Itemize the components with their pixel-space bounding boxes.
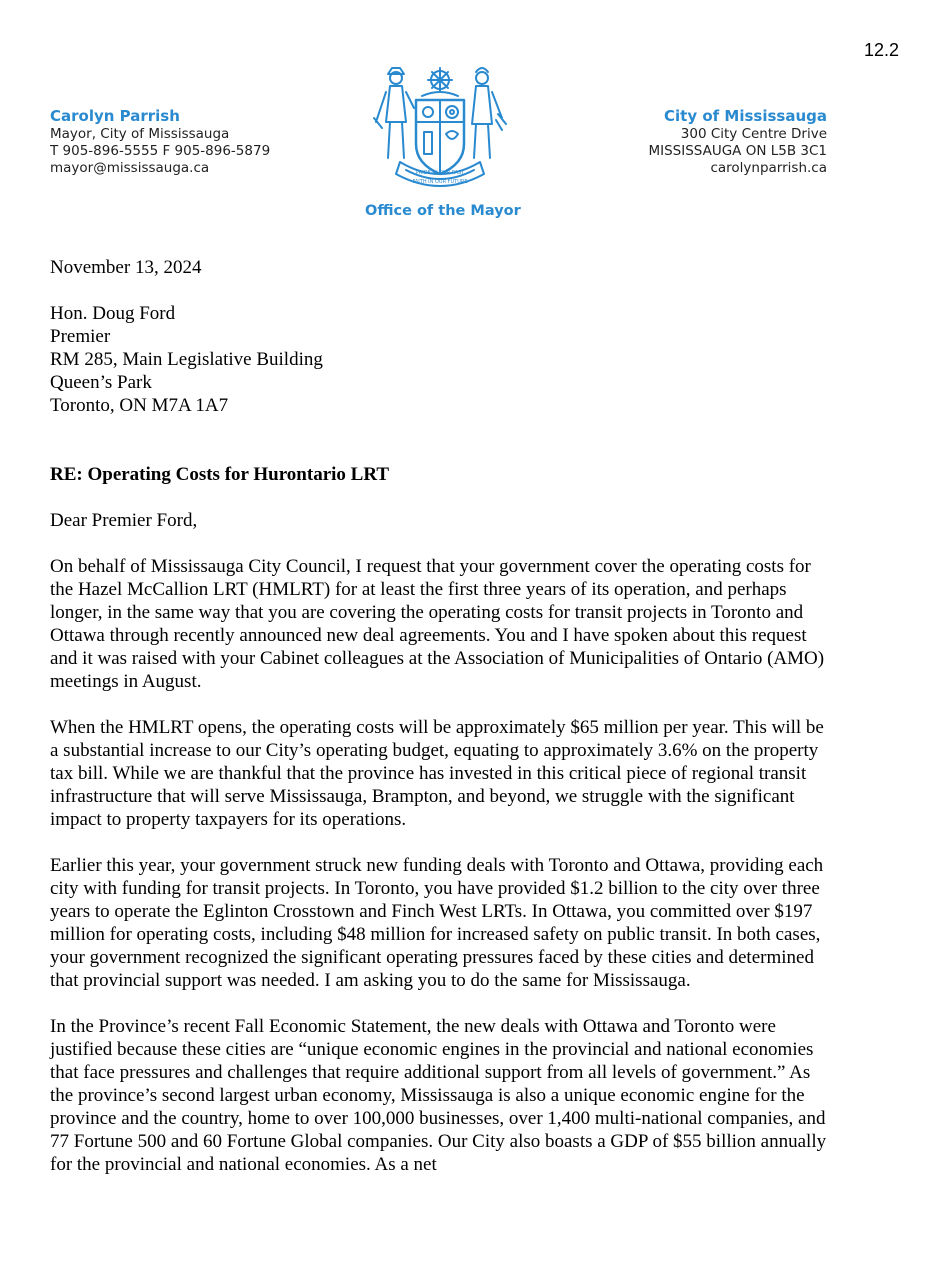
body-paragraph: Earlier this year, your government struck new funding deals with Toronto and Ottawa, providing each city with funding for transit projects. In Toronto, you have provided $1.2 billion to the city over three years to operate the Eglinton Crosstown and Finch West LRTs. In Ottawa, you committed over $197 million for operating costs, including $48 million for increased safety on public transit. In both cases, your government recognized the significant operating pressures faced by these cities and determined that provincial support was needed. I am asking you to do the same for Mississauga. bbox=[50, 855, 824, 991]
salutation: Dear Premier Ford, bbox=[50, 510, 198, 531]
body-paragraph: In the Province’s recent Fall Economic Statement, the new deals with Ottawa and Toronto were justified because these cities are “unique economic engines in the provincial and national economies that face pressures and challenges that require additional support from all levels of government.” As the province’s second largest urban economy, Mississauga is also a unique economic engine for the province and the country, home to over 100,000 businesses, over 1,400 multi-national companies, and 77 Fortune 500 and 60 Fortune Global companies. Our City also boasts a GDP of $55 billion annually for the provincial and national economies. As a net bbox=[50, 1016, 827, 1175]
city-postal: MISSISSAUGA ON L5B 3C1 bbox=[648, 143, 827, 159]
sender-title: Mayor, City of Mississauga bbox=[50, 126, 230, 142]
sender-name: Carolyn Parrish bbox=[50, 107, 180, 125]
city-street: 300 City Centre Drive bbox=[680, 126, 827, 142]
subject-line: RE: Operating Costs for Hurontario LRT bbox=[50, 464, 390, 485]
crest-motto-top: PRIDE IN OUR PAST bbox=[415, 170, 465, 176]
address-line: Queen’s Park bbox=[50, 372, 152, 393]
letter-body bbox=[50, 256, 830, 1199]
address-line: Premier bbox=[50, 326, 111, 347]
address-line: Toronto, ON M7A 1A7 bbox=[50, 395, 229, 416]
sender-block bbox=[50, 107, 270, 177]
office-crest-block bbox=[365, 62, 521, 232]
body-paragraph: On behalf of Mississauga City Council, I request that your government cover the operating costs for the Hazel McCallion LRT (HMLRT) for at least the first three years of its operation, and perhaps longer, in the same way that you are covering the operating costs for transit projects in Toronto and Ottawa through recently announced new deal agreements. You and I have spoken about this request and it was raised with your Cabinet colleagues at the Association of Municipalities of Ontario (AMO) meetings in August. bbox=[50, 556, 825, 692]
page-number: 12.2 bbox=[863, 40, 899, 60]
sender-email: mayor@mississauga.ca bbox=[50, 160, 210, 176]
letterhead bbox=[0, 0, 947, 230]
letter-date: November 13, 2024 bbox=[50, 257, 202, 278]
city-block bbox=[648, 107, 827, 177]
body-paragraph: When the HMLRT opens, the operating costs will be approximately $65 million per year. This will be a substantial increase to our City’s operating budget, equating to approximately 3.6% on the property tax bill. While we are thankful that the province has invested in this critical piece of regional transit infrastructure that will serve Mississauga, Brampton, and beyond, we struggle with the significant impact to property taxpayers for its operations. bbox=[50, 717, 824, 830]
address-line: RM 285, Main Legislative Building bbox=[50, 349, 323, 370]
city-name: City of Mississauga bbox=[664, 107, 827, 125]
crest-motto-bottom: FAITH IN OUR FUTURE bbox=[412, 179, 468, 185]
coat-of-arms-icon bbox=[370, 62, 510, 197]
office-label: Office of the Mayor bbox=[365, 203, 521, 219]
address-line: Hon. Doug Ford bbox=[50, 303, 176, 324]
city-website: carolynparrish.ca bbox=[710, 160, 827, 176]
recipient-address bbox=[50, 302, 830, 417]
sender-phone-fax: T 905-896-5555 F 905-896-5879 bbox=[50, 143, 271, 159]
